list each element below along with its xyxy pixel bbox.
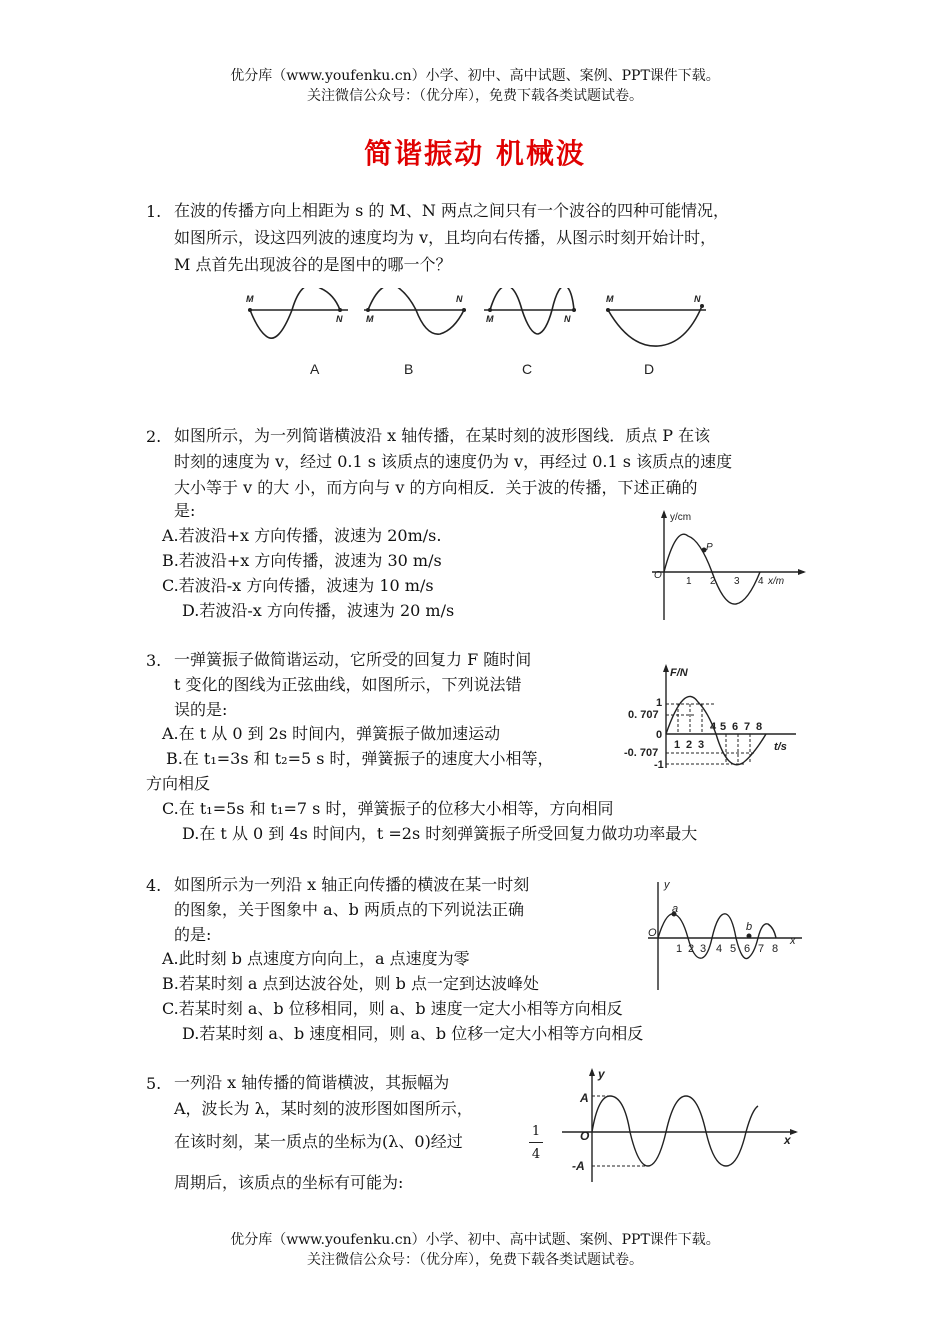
q5-amp-negA: -A — [572, 1159, 585, 1173]
q3-text-3: 误的是: — [174, 700, 228, 719]
q4-text-1: 如图所示为一列沿 x 轴正向传播的横波在某一时刻 — [174, 875, 530, 894]
header-line-1: 优分库（www.youfenku.cn）小学、初中、高中试题、案例、PPT课件下载。 — [230, 68, 720, 84]
q2-ylabel: y/cm — [670, 512, 692, 523]
q4-point-a: a — [672, 903, 679, 915]
q2-option-C: C.若波沿-x 方向传播，波速为 10 m/s — [162, 576, 434, 595]
q2-option-A: A.若波沿+x 方向传播，波速为 20m/s. — [162, 526, 442, 545]
q4-option-B: B.若某时刻 a 点到达波谷处，则 b 点一定到达波峰处 — [162, 974, 539, 993]
footer-line-1: 优分库（www.youfenku.cn）小学、初中、高中试题、案例、PPT课件下载。 — [230, 1232, 720, 1248]
q2-tick-3: 3 — [734, 576, 740, 587]
q1-D-wave — [608, 306, 702, 346]
q5-xlabel: x — [784, 1133, 791, 1147]
q4-option-C: C.若某时刻 a、b 位移相同，则 a、b 速度一定大小相等方向相反 — [162, 999, 623, 1018]
q1-label-A: A — [310, 361, 320, 377]
q1-A-M: M — [246, 294, 254, 304]
q2-tick-4: 4 — [758, 576, 764, 587]
q1-label-D: D — [644, 361, 655, 377]
q1-B-wave — [368, 288, 464, 334]
q3-tick-6: 6 — [732, 721, 739, 733]
q1-C-N: N — [564, 314, 571, 324]
q3-tick-1: 1 — [674, 739, 681, 751]
q3-yval-neg1: -1 — [654, 759, 664, 771]
q2-option-D: D.若波沿-x 方向传播，波速为 20 m/s — [182, 601, 455, 620]
q3-tick-5: 5 — [720, 721, 727, 733]
q5-ylabel: y — [598, 1067, 605, 1081]
q3-option-D: D.在 t 从 0 到 4s 时间内，t =2s 时刻弹簧振子所受回复力做功功率最大 — [182, 824, 698, 843]
q4-ylabel: y — [664, 879, 670, 891]
q5-amp-A: A — [580, 1091, 589, 1105]
q4-tick-7: 7 — [758, 943, 765, 955]
header-line-2: 关注微信公众号：（优分库），免费下载各类试题试卷。 — [307, 88, 643, 104]
q1-A-N: N — [336, 314, 343, 324]
q4-point-b: b — [746, 921, 753, 933]
q5-text-1: 一列沿 x 轴传播的简谐横波，其振幅为 — [174, 1073, 450, 1092]
q4-tick-8: 8 — [772, 943, 779, 955]
q3-text-2: t 变化的图线为正弦曲线，如图所示，下列说法错 — [174, 675, 522, 694]
q3-figure — [624, 662, 804, 772]
q4-tick-5: 5 — [730, 943, 737, 955]
q5-text-3: 在该时刻，某一质点的坐标为(λ、0)经过 — [174, 1132, 463, 1151]
q4-option-D: D.若某时刻 a、b 速度相同，则 a、b 位移一定大小相等方向相反 — [182, 1024, 644, 1043]
q5-fraction-numerator: 1 — [531, 1124, 541, 1139]
q1-text-3: M 点首先出现波谷的是图中的哪一个？ — [174, 255, 452, 274]
q5-text-2: A，波长为 λ，某时刻的波形图如图所示， — [174, 1099, 473, 1118]
q4-tick-1: 1 — [676, 943, 683, 955]
q1-figure — [240, 288, 720, 384]
q4-text-2: 的图象，关于图象中 a、b 两质点的下列说法正确 — [174, 900, 524, 919]
q2-text-2: 时刻的速度为 v，经过 0.1 s 该质点的速度仍为 v，再经过 0.1 s 该质点的速度 — [174, 452, 733, 471]
q4-tick-2: 2 — [688, 943, 695, 955]
q3-option-C: C.在 t₁=5s 和 t₁=7 s 时，弹簧振子的位移大小相等，方向相同 — [162, 799, 614, 818]
q3-option-A: A.在 t 从 0 到 2s 时间内，弹簧振子做加速运动 — [162, 724, 501, 743]
q5-fraction-denominator: 4 — [531, 1147, 541, 1162]
q3-yval-1: 1 — [656, 697, 663, 709]
q1-text-2: 如图所示，设这四列波的速度均为 v，且均向右传播，从图示时刻开始计时， — [174, 228, 717, 247]
q3-ylabel: F/N — [670, 667, 688, 679]
q5-number: 5. — [146, 1074, 162, 1093]
q3-tick-7: 7 — [744, 721, 751, 733]
q4-tick-3: 3 — [700, 943, 707, 955]
q2-point-P: P — [706, 542, 713, 553]
q1-C-M: M — [486, 314, 494, 324]
q1-C-wave — [490, 288, 574, 334]
q3-number: 3. — [146, 651, 162, 670]
page-title: 简谐振动 机械波 — [364, 137, 586, 170]
footer-line-2: 关注微信公众号：（优分库），免费下载各类试题试卷。 — [307, 1252, 643, 1268]
q1-label-C: C — [522, 361, 533, 377]
q3-yval-neg0707: -0. 707 — [624, 747, 659, 759]
q3-tick-3: 3 — [698, 739, 705, 751]
q2-tick-1: 1 — [686, 576, 692, 587]
q3-tick-4: 4 — [710, 721, 717, 733]
q2-text-4: 是: — [174, 501, 196, 520]
q2-option-B: B.若波沿+x 方向传播，波速为 30 m/s — [162, 551, 442, 570]
q1-label-B: B — [404, 361, 414, 377]
q4-xlabel: x — [790, 935, 796, 947]
q2-figure — [648, 506, 808, 622]
q4-option-A: A.此时刻 b 点速度方向向上，a 点速度为零 — [162, 949, 470, 968]
q1-D-N: N — [694, 294, 701, 304]
q3-option-B: B.在 t₁=3s 和 t₂=5 s 时，弹簧振子的速度大小相等， — [166, 749, 554, 768]
q3-tick-2: 2 — [686, 739, 693, 751]
q5-fraction-bar — [529, 1142, 543, 1143]
q4-origin: O — [648, 927, 657, 939]
q3-yval-0: 0 — [656, 729, 663, 741]
q4-tick-4: 4 — [716, 943, 723, 955]
q2-tick-2: 2 — [710, 576, 716, 587]
q5-text-4: 周期后，该质点的坐标有可能为: — [174, 1173, 404, 1192]
q2-text-1: 如图所示，为一列简谐横波沿 x 轴传播，在某时刻的波形图线．质点 P 在该 — [174, 426, 711, 445]
q1-A-wave — [250, 288, 340, 338]
q1-text-1: 在波的传播方向上相距为 s 的 M、N 两点之间只有一个波谷的四种可能情况， — [174, 201, 729, 220]
q5-origin: O — [580, 1129, 590, 1143]
q1-number: 1. — [146, 202, 162, 221]
q2-number: 2. — [146, 427, 162, 446]
q3-yval-0707: 0. 707 — [628, 709, 659, 721]
q4-figure — [646, 876, 806, 992]
q2-text-3: 大小等于 v 的大 小，而方向与 v 的方向相反．关于波的传播，下述正确的 — [174, 478, 698, 497]
q4-tick-6: 6 — [744, 943, 751, 955]
q4-text-3: 的是: — [174, 925, 212, 944]
q3-option-B-cont: 方向相反 — [146, 774, 211, 793]
q1-D-M: M — [606, 294, 614, 304]
q5-figure — [560, 1066, 800, 1184]
q3-tick-8: 8 — [756, 721, 763, 733]
q1-B-N: N — [456, 294, 463, 304]
q2-xlabel: x/m — [768, 576, 785, 587]
q4-number: 4. — [146, 876, 162, 895]
q2-origin: O — [654, 570, 662, 581]
q1-B-M: M — [366, 314, 374, 324]
q3-xlabel: t/s — [774, 741, 787, 753]
q3-text-1: 一弹簧振子做简谐运动，它所受的回复力 F 随时间 — [174, 650, 532, 669]
